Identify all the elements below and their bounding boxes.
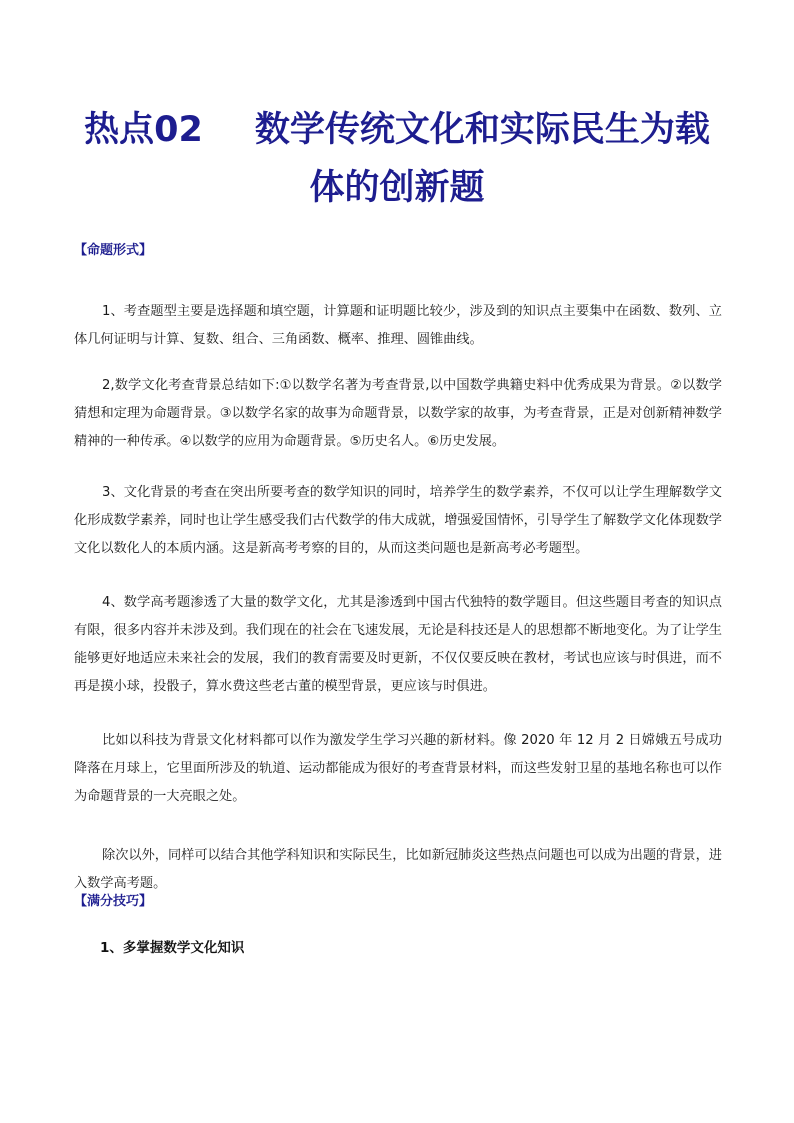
paragraph-4: 4、数学高考题渗透了大量的数学文化，尤其是渗透到中国古代独特的数学题目。但这些题目考查的知识点有限，很多内容并未涉及到。我们现在的社会在飞速发展，无论是科技还是人的思想都不断地变化。为了让学生能够更好地适应未来社会的发展，我们的教育需要及时更新，不仅仅要反映在教材，考试也应该与时俱进，而不再是摸小球，投骰子，算水费这些老古董的模型背景，更应该与时俱进。 bbox=[74, 595, 722, 695]
page-title-line-2: 体的创新题 bbox=[309, 167, 485, 208]
subheading-1: 1、多掌握数学文化知识 bbox=[100, 940, 245, 956]
paragraph-6: 除次以外，同样可以结合其他学科知识和实际民生，比如新冠肺炎这些热点问题也可以成为出题的背景，进入数学高考题。 bbox=[74, 848, 722, 892]
paragraph-5: 比如以科技为背景文化材料都可以作为激发学生学习兴趣的新材料。像 2020 年 12 月 2 日嫦娥五号成功降落在月球上，它里面所涉及的轨道、运动都能成为很好的考查背景材料，而这些发射卫星的基地名称也可以作为命题背景的一大亮眼之处。 bbox=[74, 733, 722, 805]
section-tag-scoring-skills: 【满分技巧】 bbox=[74, 894, 153, 909]
section-tag-question-form: 【命题形式】 bbox=[74, 243, 153, 258]
title-prefix: 热点 bbox=[84, 109, 155, 150]
title-main: 数学传统文化和实际民生为载 bbox=[254, 109, 710, 150]
paragraph-3: 3、文化背景的考查在突出所要考查的数学知识的同时，培养学生的数学素养，不仅可以让学生理解数学文化形成数学素养，同时也让学生感受我们古代数学的伟大成就，增强爱国情怀，引导学生了解数学文化体现数学文化以数化人的本质内涵。这是新高考考察的目的，从而这类问题也是新高考必考题型。 bbox=[74, 485, 722, 557]
title-number: 02 bbox=[154, 110, 203, 150]
page-title-line-1 bbox=[60, 100, 734, 160]
paragraph-1: 1、考查题型主要是选择题和填空题，计算题和证明题比较少，涉及到的知识点主要集中在函数、数列、立体几何证明与计算、复数、组合、三角函数、概率、推理、圆锥曲线。 bbox=[74, 304, 722, 348]
paragraph-2: 2,数学文化考查背景总结如下:①以数学名著为考查背景,以中国数学典籍史料中优秀成果为背景。②以数学猜想和定理为命题背景。③以数学名家的故事为命题背景，以数学家的故事，为考查背景，正是对创新精神数学精神的一种传承。④以数学的应用为命题背景。⑤历史名人。⑥历史发展。 bbox=[74, 378, 722, 450]
